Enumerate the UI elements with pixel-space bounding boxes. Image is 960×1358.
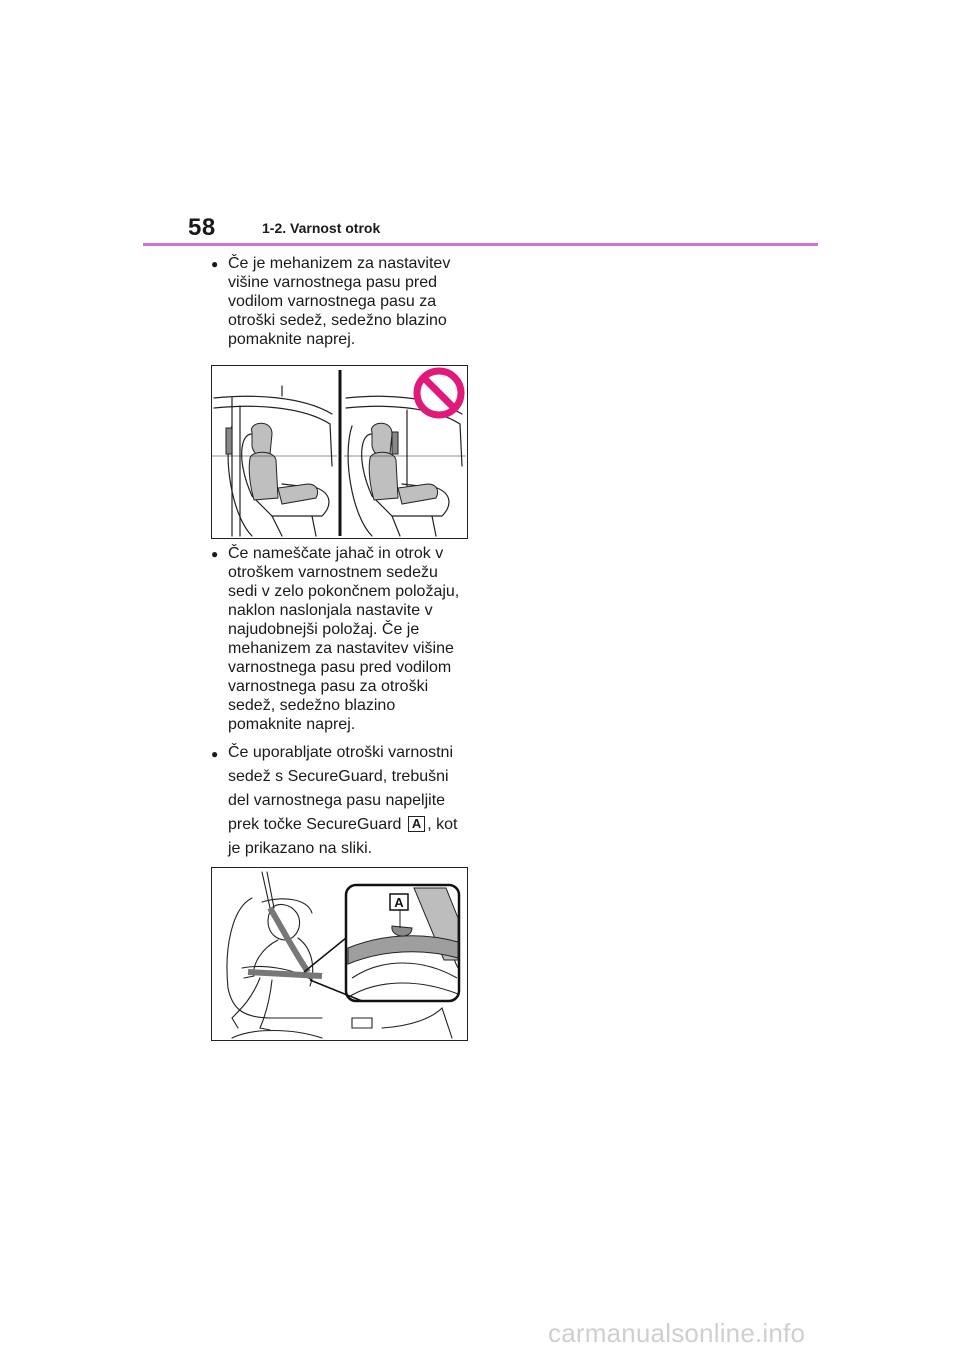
callout-label-text: A [394, 895, 404, 910]
label-a-box: A [408, 816, 425, 832]
bullet-text: Če nameščate jahač in otrok v otroškem varnostnem sedežu sedi v zelo pokončnem položaju, naklon naslonjala nastavite v najudobnejši položaj. Če je mehanizem za nastavitev višine varnostnega pasu pred vodilom varnostnega pasu za otroški sedež, sedežno blazino pomaknite naprej. [228, 545, 460, 733]
bullet-text-part: Če uporabljate otroški varnostni sedež s SecureGuard, trebušni del varnostnega pasu napeljite prek točke SecureGuard [228, 744, 454, 833]
header-rule [143, 243, 818, 246]
bullet-text-part: , kot je prikazano na sliki. [228, 816, 458, 857]
section-title: 1-2. Varnost otrok [262, 220, 381, 236]
bullet-item [211, 544, 471, 734]
bullet-dot-icon: ● [211, 257, 219, 271]
bullet-dot-icon: ● [211, 547, 219, 561]
bullet-dot-icon: ● [211, 747, 219, 761]
watermark: carmanualsonline.info [548, 1318, 806, 1348]
bullet-text: Če je mehanizem za nastavitev višine varnostnega pasu pred vodilom varnostnega pasu za otroški sedež, sedežno blazino pomaknite naprej. [228, 255, 451, 348]
bullet-item [211, 741, 471, 861]
bullet-text [228, 741, 471, 861]
page-number: 58 [188, 214, 216, 241]
figure-secureguard [211, 867, 468, 1041]
prohibition-icon [417, 371, 461, 415]
bullet-item [211, 254, 471, 349]
figure-booster-seat-comparison [211, 365, 468, 539]
